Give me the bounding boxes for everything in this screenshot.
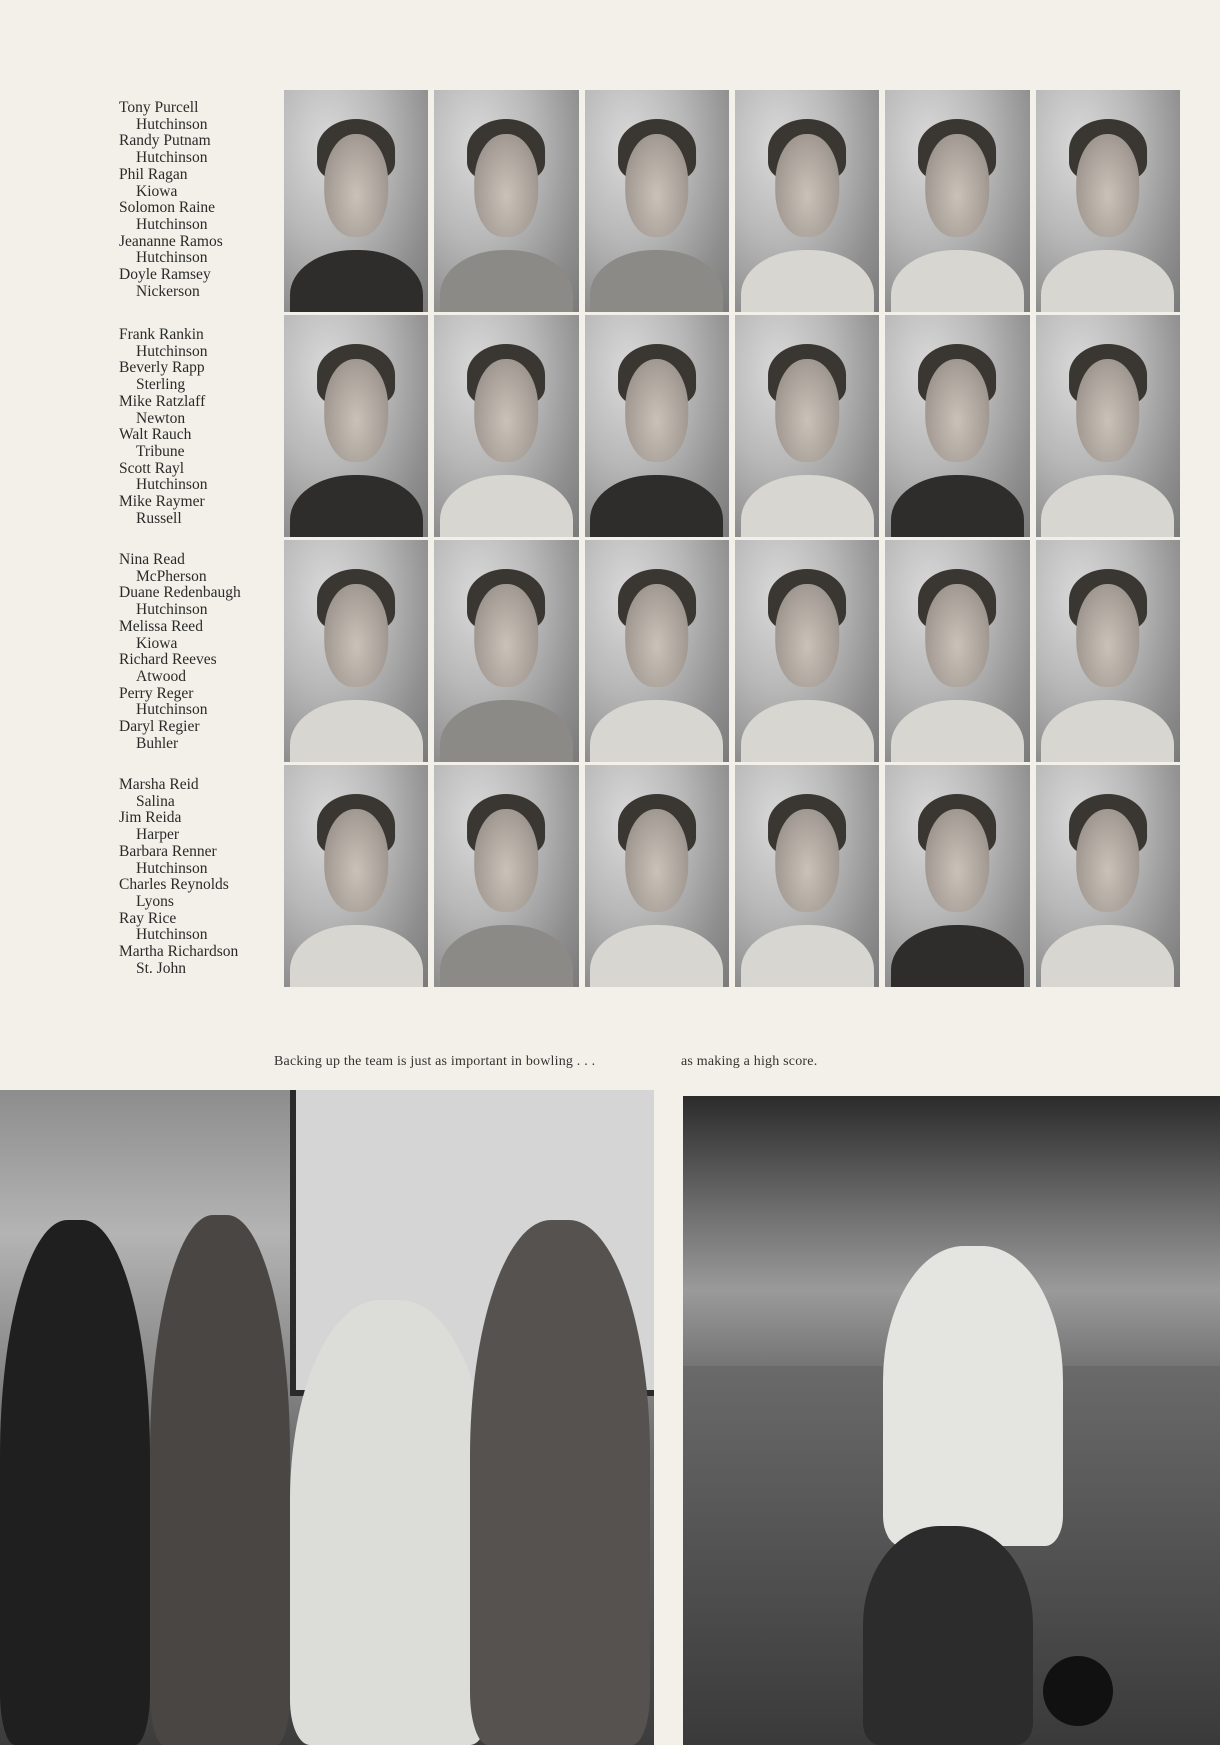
- name-list-group-4: [119, 777, 289, 977]
- name-entry: [119, 944, 289, 977]
- student-portrait: [284, 90, 428, 312]
- student-portrait: [585, 90, 729, 312]
- student-name: Randy Putnam: [119, 132, 211, 150]
- name-entry: [119, 552, 289, 585]
- student-hometown: Newton: [136, 409, 186, 427]
- student-portrait: [885, 315, 1029, 537]
- student-portrait: [434, 765, 578, 987]
- name-entry: [119, 652, 289, 685]
- student-portrait: [1036, 540, 1180, 762]
- student-portrait: [735, 315, 879, 537]
- student-portrait: [585, 540, 729, 762]
- student-name: Ray Rice: [119, 909, 177, 927]
- photo-bowler: [683, 1096, 1220, 1745]
- student-hometown: Hutchinson: [136, 601, 208, 619]
- name-entry: [119, 911, 289, 944]
- name-list-group-3: [119, 552, 289, 752]
- student-hometown: Hutchinson: [136, 342, 208, 360]
- student-hometown: Nickerson: [136, 282, 200, 300]
- student-hometown: Hutchinson: [136, 115, 208, 133]
- student-portrait: [735, 765, 879, 987]
- student-portrait: [1036, 90, 1180, 312]
- name-entry: [119, 461, 289, 494]
- student-name: Perry Reger: [119, 684, 194, 702]
- student-hometown: Hutchinson: [136, 215, 208, 233]
- student-hometown: Hutchinson: [136, 149, 208, 167]
- name-list-group-2: [119, 327, 289, 527]
- photo-caption-right: as making a high score.: [681, 1054, 818, 1069]
- name-entry: [119, 494, 289, 527]
- student-name: Walt Rauch: [119, 426, 192, 444]
- student-name: Jeananne Ramos: [119, 232, 223, 250]
- name-entry: [119, 719, 289, 752]
- student-portrait: [434, 540, 578, 762]
- student-portrait: [284, 315, 428, 537]
- student-portrait: [885, 540, 1029, 762]
- name-entry: [119, 877, 289, 910]
- student-name: Beverly Rapp: [119, 359, 205, 377]
- figure-person: [150, 1215, 290, 1745]
- student-hometown: Lyons: [136, 892, 174, 910]
- name-entry: [119, 327, 289, 360]
- student-name: Jim Reida: [119, 809, 182, 827]
- figure-person: [290, 1300, 490, 1745]
- student-portrait: [1036, 765, 1180, 987]
- name-entry: [119, 133, 289, 166]
- student-name: Doyle Ramsey: [119, 266, 211, 284]
- name-list-group-1: [119, 100, 289, 300]
- student-name: Marsha Reid: [119, 776, 199, 793]
- photo-team-watching: [0, 1090, 654, 1745]
- portrait-row-2: [284, 315, 1180, 537]
- name-entry: [119, 100, 289, 133]
- figure-bowler-legs: [863, 1526, 1033, 1745]
- student-hometown: Kiowa: [136, 182, 178, 200]
- student-hometown: Russell: [136, 509, 182, 527]
- name-entry: [119, 844, 289, 877]
- student-name: Melissa Reed: [119, 617, 203, 635]
- student-portrait: [735, 90, 879, 312]
- student-portrait: [434, 315, 578, 537]
- student-name: Mike Raymer: [119, 493, 205, 511]
- student-name: Daryl Regier: [119, 718, 200, 736]
- student-hometown: Buhler: [136, 734, 179, 752]
- name-entry: [119, 810, 289, 843]
- student-hometown: St. John: [136, 959, 186, 977]
- student-portrait: [434, 90, 578, 312]
- student-name: Barbara Renner: [119, 842, 217, 860]
- student-hometown: Hutchinson: [136, 701, 208, 719]
- photo-caption-left: Backing up the team is just as important in bowling . . .: [274, 1054, 596, 1069]
- student-portrait: [585, 765, 729, 987]
- student-hometown: Hutchinson: [136, 859, 208, 877]
- student-hometown: Salina: [136, 792, 175, 810]
- portrait-row-4: [284, 765, 1180, 987]
- student-hometown: Harper: [136, 826, 180, 844]
- student-hometown: McPherson: [136, 567, 207, 585]
- student-name: Solomon Raine: [119, 199, 216, 217]
- student-hometown: Tribune: [136, 442, 185, 460]
- name-entry: [119, 427, 289, 460]
- student-name: Frank Rankin: [119, 326, 204, 343]
- portrait-row-1: [284, 90, 1180, 312]
- student-portrait: [735, 540, 879, 762]
- student-hometown: Sterling: [136, 376, 186, 394]
- student-portrait: [885, 90, 1029, 312]
- portrait-row-3: [284, 540, 1180, 762]
- student-portrait: [284, 540, 428, 762]
- student-name: Tony Purcell: [119, 99, 199, 116]
- name-entry: [119, 360, 289, 393]
- student-hometown: Hutchinson: [136, 926, 208, 944]
- name-entry: [119, 686, 289, 719]
- student-name: Phil Ragan: [119, 165, 188, 183]
- name-entry: [119, 777, 289, 810]
- name-entry: [119, 167, 289, 200]
- name-entry: [119, 585, 289, 618]
- student-portrait: [885, 765, 1029, 987]
- figure-bowler: [883, 1246, 1063, 1546]
- name-entry: [119, 200, 289, 233]
- bowling-ball: [1043, 1656, 1113, 1726]
- student-hometown: Kiowa: [136, 634, 178, 652]
- name-entry: [119, 619, 289, 652]
- student-name: Scott Rayl: [119, 459, 185, 477]
- figure-person: [470, 1220, 650, 1745]
- student-portrait: [1036, 315, 1180, 537]
- student-name: Nina Read: [119, 551, 185, 568]
- student-portrait: [284, 765, 428, 987]
- name-entry: [119, 394, 289, 427]
- student-name: Mike Ratzlaff: [119, 392, 206, 410]
- student-hometown: Atwood: [136, 667, 186, 685]
- student-hometown: Hutchinson: [136, 476, 208, 494]
- student-name: Richard Reeves: [119, 651, 217, 669]
- student-hometown: Hutchinson: [136, 249, 208, 267]
- student-portrait: [585, 315, 729, 537]
- name-entry: [119, 234, 289, 267]
- figure-person: [0, 1220, 150, 1745]
- student-name: Charles Reynolds: [119, 876, 229, 894]
- name-entry: [119, 267, 289, 300]
- student-name: Duane Redenbaugh: [119, 584, 241, 602]
- student-name: Martha Richardson: [119, 943, 239, 961]
